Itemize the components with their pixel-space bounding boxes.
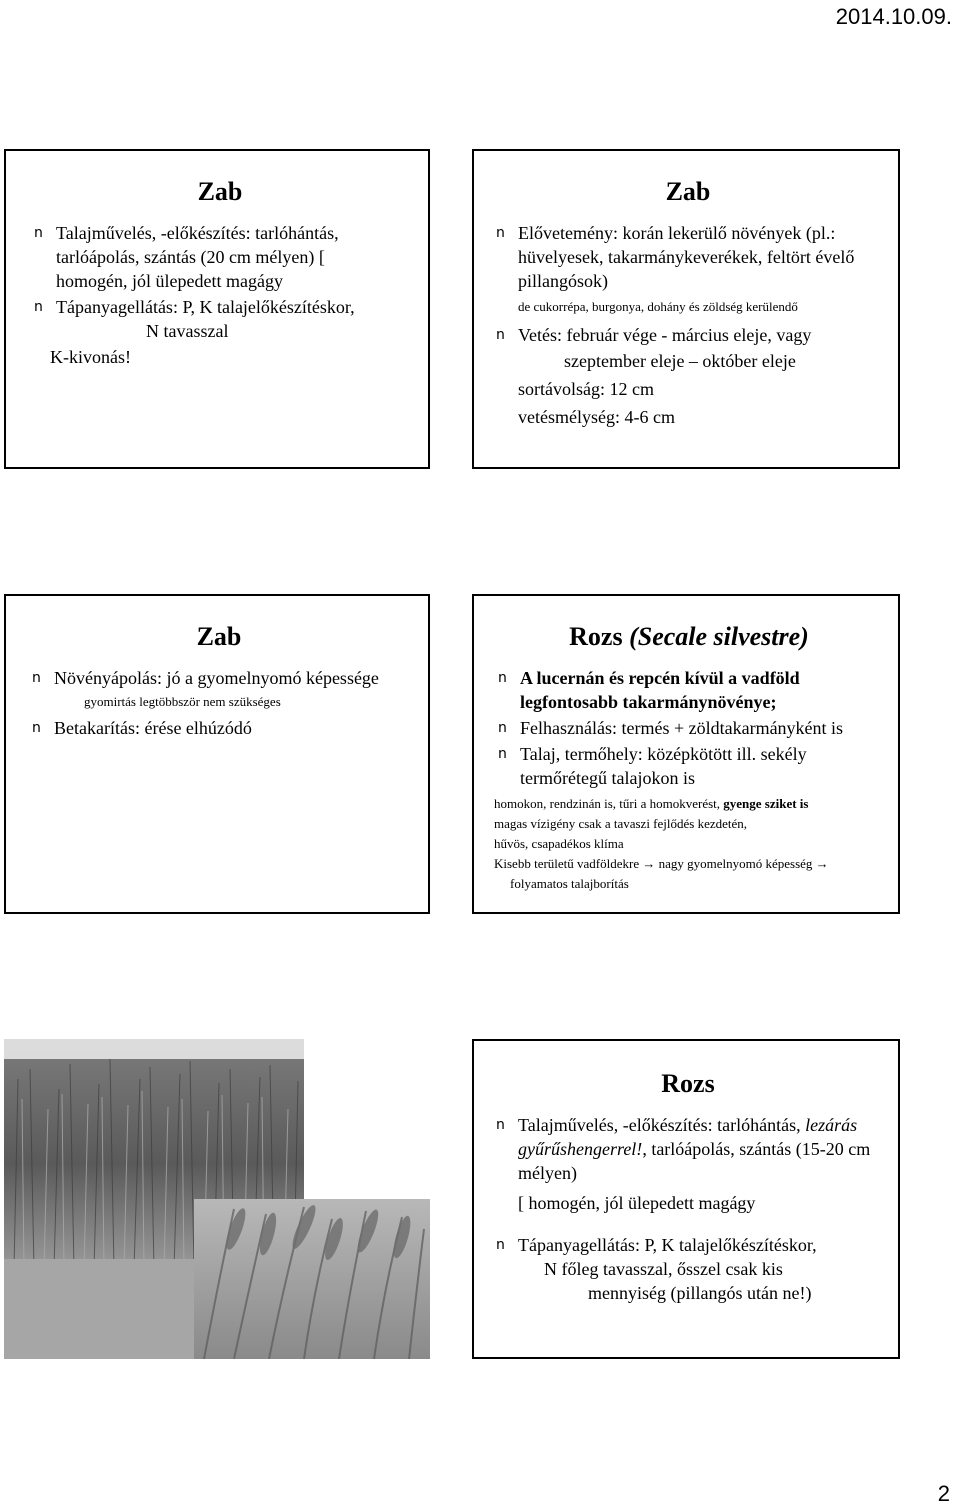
list-item: n Vetés: február vége - március eleje, vagy szeptember eleje – október eleje sortávolság: 12 cm vetésmélység: 4-6 cm [496, 325, 812, 427]
slide-4 [472, 594, 900, 914]
list-item: n Talajművelés, -előkészítés: tarlóhántás, lezárás gyűrűshengerrel!, tarlóápolás, szántás (15-20 cm mélyen) [ homogén, jól ülepedett magágy [496, 1115, 871, 1213]
slide-title: Zab [196, 622, 242, 651]
slide-title: Zab [197, 177, 243, 206]
bullet-list [28, 666, 410, 740]
bullet-icon: n [34, 299, 43, 315]
slide-3 [4, 594, 430, 914]
note-text: homokon, rendzinán is, tűri a homokverést, gyenge sziket is [494, 796, 809, 811]
bullet-icon: n [496, 327, 505, 343]
list-item: n Tápanyagellátás: P, K talajelőkészítéskor, N tavasszal [34, 297, 355, 341]
slide-6 [472, 1039, 900, 1359]
bullet-list [492, 221, 884, 431]
bullet-icon: n [32, 670, 41, 686]
slide-5-photos [4, 1039, 430, 1359]
bullet-icon: n [32, 720, 41, 736]
list-item: n Talajművelés, -előkészítés: tarlóhántás, tarlóápolás, szántás (20 cm mélyen) [ homogén, jól ülepedett magágy [34, 223, 339, 291]
bullet-icon: n [496, 225, 505, 241]
note-text: hűvös, csapadékos klíma [494, 836, 624, 851]
note-text: folyamatos talajborítás [510, 876, 629, 891]
list-item: n Elővetemény: korán lekerülő növények (pl.: hüvelyesek, takarmánykeverékek, feltört évelő pillangósok) de cukorrépa, burgonya, dohány és zöldség kerülendő [496, 223, 855, 314]
bullet-icon: n [498, 720, 507, 736]
list-item: n Betakarítás: érése elhúzódó [32, 718, 252, 738]
bullet-icon: n [34, 225, 43, 241]
slide-title: Rozs [661, 1069, 715, 1098]
rye-field-photo [4, 1039, 430, 1359]
header-date: 2014.10.09. [835, 4, 952, 29]
bullet-icon: n [496, 1117, 505, 1133]
note-text: magas vízigény csak a tavaszi fejlődés kezdetén, [494, 816, 748, 831]
note-text: K-kivonás! [50, 347, 131, 367]
page-number: 2 [937, 1481, 950, 1506]
list-item: n Felhasználás: termés + zöldtakarmányként is [498, 718, 844, 738]
list-item: n Talaj, termőhely: középkötött ill. sekély termőrétegű talajokon is [498, 744, 807, 788]
bullet-icon: n [498, 670, 507, 686]
list-item: n Tápanyagellátás: P, K talajelőkészítéskor, N főleg tavasszal, ősszel csak kis mennyiség (pillangós után ne!) [496, 1235, 817, 1303]
list-item: n A lucernán és repcén kívül a vadföld legfontosabb takarmánynövénye; [498, 668, 800, 712]
slide-1 [4, 149, 430, 469]
bullet-icon: n [496, 1237, 505, 1253]
list-item: n Növényápolás: jó a gyomelnyomó képessége gyomirtás legtöbbször nem szükséges [32, 668, 379, 709]
note-text: Kisebb területű vadföldekre → nagy gyomelnyomó képesség → [494, 856, 829, 871]
slide-2 [472, 149, 900, 469]
bullet-list [492, 1113, 884, 1305]
bullet-list [30, 221, 410, 343]
bullet-list [494, 666, 884, 790]
slide-title: Rozs (Secale silvestre) [569, 622, 809, 651]
bullet-icon: n [498, 746, 507, 762]
slide-title: Zab [665, 177, 711, 206]
